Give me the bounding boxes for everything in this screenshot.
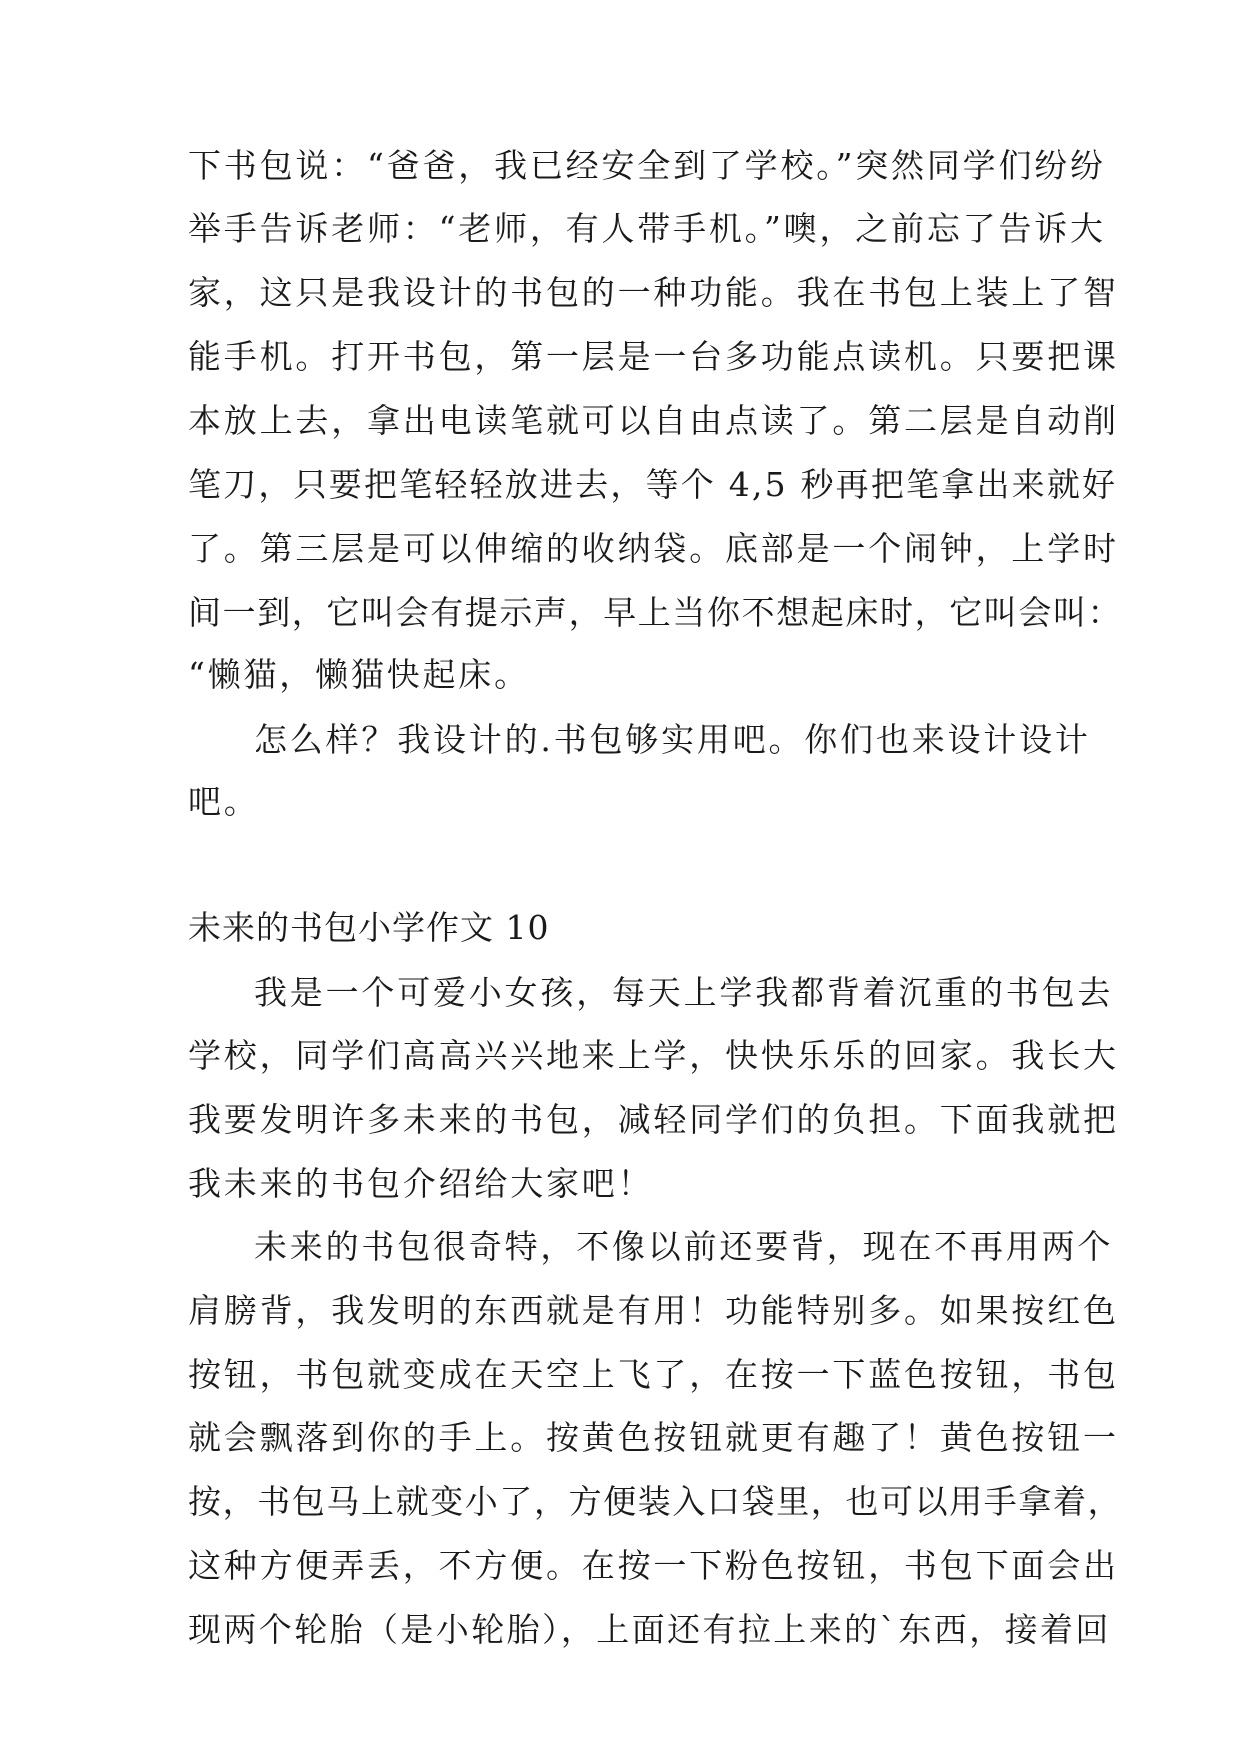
- text-line: 能手机。打开书包，第一层是一台多功能点读机。只要把课: [188, 337, 1119, 376]
- text-line: 这种方便弄丢，不方便。在按一下粉色按钮，书包下面会出: [188, 1546, 1119, 1585]
- text-line: 按钮，书包就变成在天空上飞了，在按一下蓝色按钮，书包: [188, 1355, 1119, 1394]
- text-line: 未来的书包很奇特，不像以前还要背，现在不再用两个: [254, 1227, 1114, 1266]
- text-line: 我是一个可爱小女孩，每天上学我都背着沉重的书包去: [254, 973, 1114, 1012]
- text-line: 肩膀背，我发明的东西就是有用！功能特别多。如果按红色: [188, 1291, 1119, 1330]
- section-heading: 未来的书包小学作文 10: [188, 908, 550, 947]
- text-line: 我要发明许多未来的书包，减轻同学们的负担。下面我就把: [188, 1100, 1119, 1139]
- text-line: 我未来的书包介绍给大家吧！: [188, 1164, 654, 1203]
- text-line: 举手告诉老师：“老师，有人带手机。”噢，之前忘了告诉大: [188, 209, 1106, 248]
- text-line: 家，这只是我设计的书包的一种功能。我在书包上装上了智: [188, 273, 1119, 312]
- text-line: 本放上去，拿出电读笔就可以自由点读了。第二层是自动削: [188, 401, 1119, 440]
- text-line: 怎么样？我设计的.书包够实用吧。你们也来设计设计: [254, 720, 1091, 759]
- text-line: 了。第三层是可以伸缩的收纳袋。底部是一个闹钟，上学时: [188, 529, 1119, 568]
- text-line: 吧。: [188, 782, 260, 821]
- text-line: 学校，同学们高高兴兴地来上学，快快乐乐的回家。我长大: [188, 1036, 1119, 1075]
- text-line: “懒猫，懒猫快起床。: [188, 655, 530, 694]
- text-line: 就会飘落到你的手上。按黄色按钮就更有趣了！黄色按钮一: [188, 1418, 1119, 1457]
- text-line: 下书包说：“爸爸，我已经安全到了学校。”突然同学们纷纷: [188, 146, 1106, 185]
- text-line: 现两个轮胎（是小轮胎），上面还有拉上来的`东西，接着回: [188, 1610, 1111, 1649]
- text-line: 间一到，它叫会有提示声，早上当你不想起床时，它叫会叫：: [188, 593, 1123, 632]
- text-line: 按，书包马上就变小了，方便装入口袋里，也可以用手拿着，: [188, 1482, 1123, 1521]
- text-line: 笔刀，只要把笔轻轻放进去，等个 4,5 秒再把笔拿出来就好: [188, 465, 1118, 504]
